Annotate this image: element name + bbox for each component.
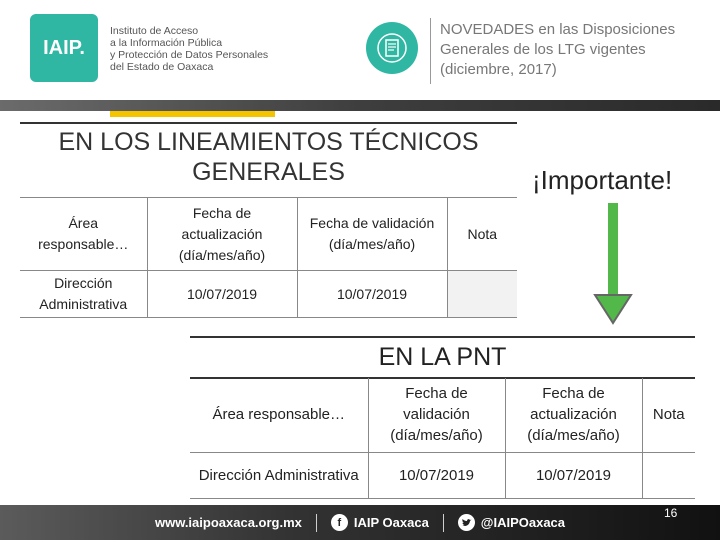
cell-area: Dirección Administrativa xyxy=(20,271,147,318)
institution-line: Instituto de Acceso xyxy=(110,25,199,37)
page-number: 16 xyxy=(664,506,678,520)
cell-update-date: 10/07/2019 xyxy=(147,271,297,318)
footer-website[interactable] xyxy=(155,515,302,530)
footer-divider xyxy=(443,514,444,532)
section1-title xyxy=(20,127,517,187)
header-note: Nota xyxy=(642,378,695,452)
header-update-date: Fecha de actualización (día/mes/año) xyxy=(147,198,297,271)
table-header-row xyxy=(20,198,517,271)
cell-validation-date: 10/07/2019 xyxy=(297,271,447,318)
header-validation-date: Fecha de validación (día/mes/año) xyxy=(297,198,447,271)
down-arrow-icon xyxy=(593,203,633,325)
header-accent-bar xyxy=(110,111,275,117)
section2-table xyxy=(190,378,695,499)
header-area: Área responsable… xyxy=(20,198,147,271)
iaip-logo xyxy=(30,14,98,82)
institution-line: del Estado de Oaxaca xyxy=(110,61,214,73)
table-row xyxy=(20,271,517,318)
cell-area: Dirección Administrativa xyxy=(190,452,368,498)
institution-name xyxy=(110,25,310,73)
document-icon xyxy=(366,22,418,74)
facebook-icon: f xyxy=(331,514,348,531)
header-title-line: (diciembre, 2017) xyxy=(440,61,557,78)
header-band xyxy=(0,100,720,111)
header-title-line: NOVEDADES en las Disposiciones xyxy=(440,21,676,38)
footer-bar xyxy=(0,505,720,540)
slide-header-title xyxy=(440,20,710,80)
institution-line: y Protección de Datos Personales xyxy=(110,49,269,61)
logo-text: IAIP. xyxy=(43,36,85,59)
footer-divider xyxy=(316,514,317,532)
section1-title-line: EN LOS LINEAMIENTOS TÉCNICOS xyxy=(58,128,479,156)
header-area: Área responsable… xyxy=(190,378,368,452)
cell-note xyxy=(642,452,695,498)
section1-title-line: GENERALES xyxy=(192,158,345,186)
footer-twitter[interactable] xyxy=(458,514,565,531)
section1-table xyxy=(20,197,517,318)
header-note: Nota xyxy=(447,198,517,271)
table-header-row xyxy=(190,378,695,452)
cell-validation-date: 10/07/2019 xyxy=(368,452,505,498)
table-row xyxy=(190,452,695,498)
header-divider xyxy=(430,18,431,84)
cell-update-date: 10/07/2019 xyxy=(505,452,642,498)
cell-note xyxy=(447,271,517,318)
section2-top-rule xyxy=(190,336,695,338)
facebook-link[interactable]: IAIP Oaxaca xyxy=(353,515,429,530)
header-title-line: Generales de los LTG vigentes xyxy=(440,41,646,58)
header-validation-date: Fecha de validación (día/mes/año) xyxy=(368,378,505,452)
twitter-icon xyxy=(458,514,475,531)
footer-facebook[interactable] xyxy=(331,514,429,531)
twitter-link[interactable]: @IAIPOaxaca xyxy=(480,515,566,530)
website-link[interactable]: www.iaipoaxaca.org.mx xyxy=(154,515,302,530)
section2-title: EN LA PNT xyxy=(378,343,507,371)
institution-line: a la Información Pública xyxy=(110,37,223,49)
important-label: ¡Importante! xyxy=(532,165,673,195)
section1-top-rule xyxy=(20,122,517,124)
header-update-date: Fecha de actualización (día/mes/año) xyxy=(505,378,642,452)
